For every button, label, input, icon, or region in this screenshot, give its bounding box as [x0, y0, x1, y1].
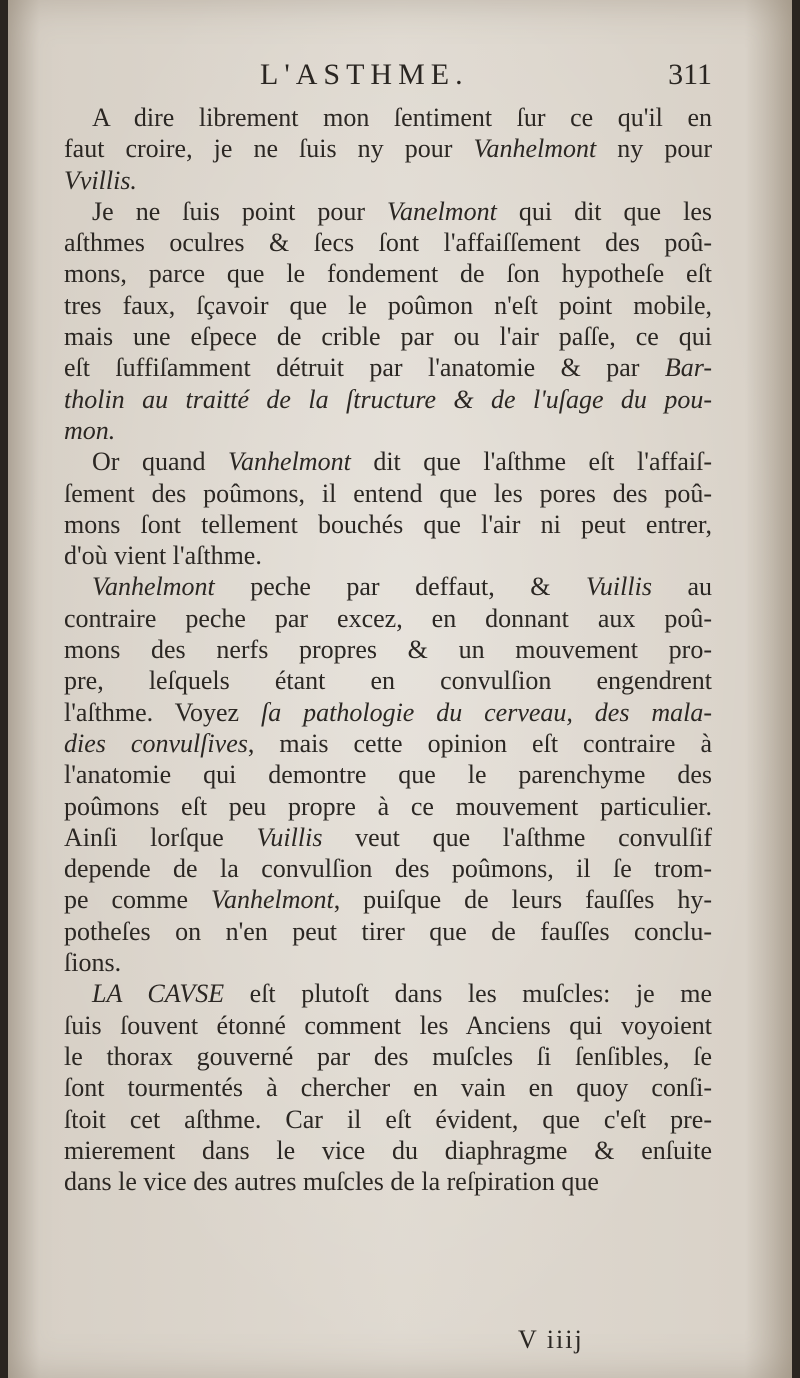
text-run: tres faux, ſçavoir que le poûmon n'eſt point mobile, [64, 290, 712, 320]
text-line [64, 791, 712, 822]
italic-text: ſa pathologie du cerveau, des mala- [261, 697, 713, 727]
text-line [64, 665, 712, 696]
text-run: A dire librement mon ſentiment ſur ce qu'il en [92, 103, 712, 132]
text-run: le thorax gouverné par des muſcles ſi ſenſibles, ſe [64, 1041, 712, 1071]
body-text [64, 102, 712, 1197]
text-line [64, 1135, 712, 1166]
text-run: faut croire, je ne ſuis ny pour [64, 134, 474, 164]
text-line [64, 697, 712, 728]
text-run: mais une eſpece de crible par ou l'air paſſe, ce qui [64, 322, 712, 352]
text-run: depende de la convulſion des poûmons, il ſe trom- [64, 854, 712, 884]
text-run: , puiſque de leurs fauſſes hy- [333, 885, 712, 915]
text-run: Ainſi lorſque [64, 822, 257, 852]
italic-text: Bar- [664, 353, 712, 383]
text-run: mons des nerfs propres & un mouvement pro- [64, 635, 712, 665]
page-header [68, 58, 712, 102]
page-number: 311 [668, 58, 712, 91]
italic-text: LA CAVSE [92, 979, 225, 1009]
text-line [64, 290, 712, 321]
text-line [64, 759, 712, 790]
text-run: veut que l'aſthme convulſif [322, 822, 712, 852]
italic-text: mon. [64, 415, 116, 445]
text-line [64, 884, 712, 915]
text-run: pe comme [64, 885, 211, 915]
paragraph [64, 446, 712, 571]
text-line [64, 1104, 712, 1135]
text-run: ſement des poûmons, il entend que les pores des poû- [64, 478, 712, 508]
text-line [64, 196, 712, 227]
text-line [64, 446, 712, 477]
italic-text: Vanelmont [387, 196, 497, 226]
paragraph [64, 196, 712, 446]
italic-text: Vanhelmont [473, 134, 597, 164]
text-run: eſt plutoſt dans les muſcles: je me [224, 979, 712, 1009]
text-run: ſuis ſouvent étonné comment les Anciens qui voyoient [64, 1010, 712, 1040]
text-run: l'aſthme. Voyez [64, 697, 261, 727]
text-run: ſtoit cet aſthme. Car il eſt évident, que c'eſt pre- [64, 1104, 712, 1134]
paragraph [64, 102, 712, 196]
italic-text: Vuillis [585, 572, 652, 602]
book-page [8, 0, 792, 1378]
text-line [64, 352, 712, 383]
text-line [64, 509, 712, 540]
text-run: qui dit que les [496, 196, 713, 226]
text-run: ny pour [596, 134, 712, 164]
text-run: poûmons eſt peu propre à ce mouvement particulier. [64, 791, 712, 821]
text-run: mons ſont tellement bouchés que l'air ni peut entrer, [64, 509, 712, 539]
text-run: ſont tourmentés à chercher en vain en quoy conſi- [64, 1073, 712, 1103]
italic-text: Vvillis. [64, 165, 137, 195]
text-line [64, 1010, 712, 1041]
text-run: aſthmes oculres & ſecs ſont l'affaiſſement des poû- [64, 228, 712, 258]
italic-text: Vuillis [256, 822, 323, 852]
italic-text: Vanhelmont [228, 447, 351, 477]
text-run: au [651, 572, 712, 602]
text-run: dit que l'aſthme eſt l'affaiſ- [350, 447, 712, 477]
text-line [64, 916, 712, 947]
text-run: pre, leſquels étant en convulſion engendrent [64, 666, 712, 696]
paragraph [64, 571, 712, 978]
text-line [64, 728, 712, 759]
text-line [64, 384, 712, 415]
text-run: Or quand [92, 447, 229, 477]
text-line [64, 133, 712, 164]
text-run: eſt ſuffiſamment détruit par l'anatomie & par [64, 353, 665, 383]
text-line [64, 165, 712, 196]
text-line [64, 978, 712, 1009]
text-line [64, 571, 712, 602]
text-line [64, 634, 712, 665]
signature-mark: V iiij [518, 1325, 584, 1354]
paragraph [64, 978, 712, 1197]
text-line [64, 822, 712, 853]
text-line [64, 258, 712, 289]
italic-text: Vanhelmont [92, 572, 215, 602]
text-run: mons, parce que le fondement de ſon hypotheſe eſt [64, 259, 712, 289]
text-run: , mais cette opinion eſt contraire à [247, 728, 712, 758]
text-line [64, 227, 712, 258]
text-run: dans le vice des autres muſcles de la reſpiration que [64, 1167, 599, 1197]
text-line [64, 947, 712, 978]
italic-text: tholin au traitté de la ſtructure & de l'uſage du pou- [64, 384, 712, 414]
text-line [64, 1041, 712, 1072]
text-line [64, 1072, 712, 1103]
text-run: Je ne ſuis point pour [92, 196, 388, 226]
text-line [64, 853, 712, 884]
italic-text: dies convulſives [64, 728, 248, 758]
running-title: L'ASTHME. [260, 58, 469, 91]
text-line [64, 1166, 712, 1197]
italic-text: Vanhelmont [210, 885, 334, 915]
text-line [64, 478, 712, 509]
text-run: peche par deffaut, & [214, 572, 586, 602]
text-run: mierement dans le vice du diaphragme & enſuite [64, 1135, 712, 1165]
text-line [64, 540, 712, 571]
text-run: potheſes on n'en peut tirer que de fauſſes conclu- [64, 916, 712, 946]
text-run: contraire peche par excez, en donnant aux poû- [64, 603, 712, 633]
text-run: ſions. [64, 948, 122, 978]
text-run: d'où vient l'aſthme. [64, 541, 262, 571]
text-run: l'anatomie qui demontre que le parenchyme des [64, 760, 712, 790]
text-line [64, 603, 712, 634]
text-line [64, 102, 712, 133]
text-line [64, 321, 712, 352]
text-line [64, 415, 712, 446]
